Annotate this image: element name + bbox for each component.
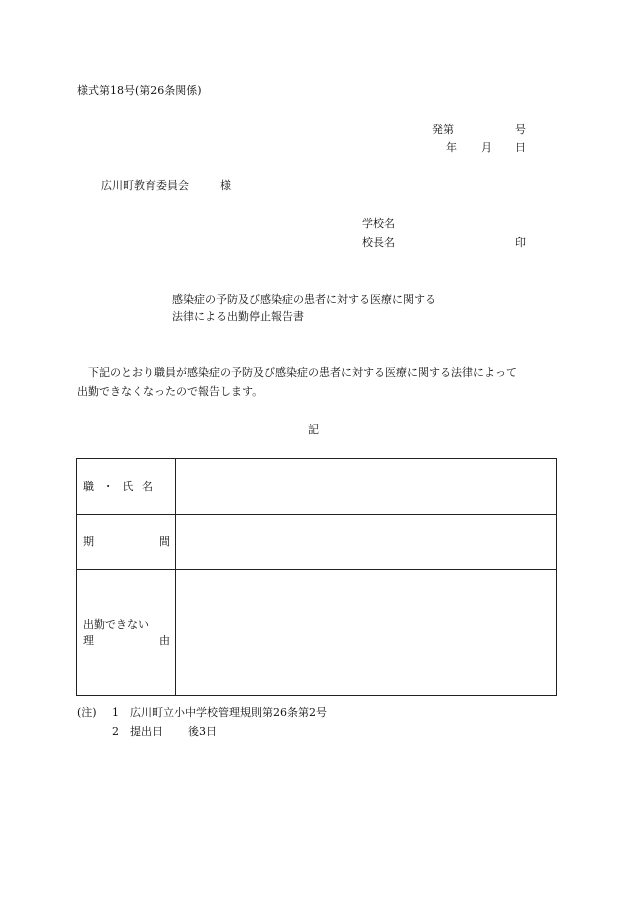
reason-label-char: 由	[159, 633, 170, 647]
period-label	[83, 534, 170, 550]
reason-label-char: 理	[83, 633, 94, 647]
period-label-cell	[77, 515, 176, 570]
reason-label-line-1: 出勤できない	[83, 617, 149, 631]
period-label-char: 期	[83, 535, 94, 548]
table-row-reason	[77, 570, 557, 696]
name-value-cell[interactable]	[176, 459, 557, 515]
note-1-text: 広川町立小中学校管理規則第26条第2号	[130, 706, 327, 719]
date-month-label: 月	[481, 141, 492, 154]
period-value-cell[interactable]	[176, 515, 557, 570]
principal-name-label: 校長名	[362, 236, 395, 249]
note-1-number: 1	[112, 706, 119, 719]
name-label-char: ・	[102, 479, 114, 493]
report-table	[76, 458, 557, 696]
date-day-label: 日	[515, 141, 526, 154]
seal-label: 印	[515, 236, 526, 249]
name-label-char: 氏	[122, 479, 134, 493]
school-name-label: 学校名	[362, 217, 395, 230]
issue-number-prefix: 発第	[432, 123, 454, 136]
document-title-line-1: 感染症の予防及び感染症の患者に対する医療に関する	[172, 293, 436, 306]
name-label-cell	[77, 459, 176, 515]
issue-number-suffix: 号	[515, 123, 526, 136]
name-label-char: 職	[83, 479, 94, 493]
document-title-line-2: 法律による出勤停止報告書	[172, 310, 304, 323]
body-text-line-1: 下記のとおり職員が感染症の予防及び感染症の患者に対する医療に関する法律によって	[88, 366, 517, 379]
note-2-number: 2	[112, 725, 119, 738]
ki-heading: 記	[308, 423, 319, 436]
period-label-char: 間	[159, 535, 170, 548]
addressee-honorific: 様	[220, 179, 231, 192]
name-label	[83, 479, 153, 495]
reason-label-cell	[77, 570, 176, 696]
table-row-name	[77, 459, 557, 515]
form-number: 様式第18号(第26条関係)	[77, 84, 202, 97]
date-year-label: 年	[446, 141, 457, 154]
reason-value-cell[interactable]	[176, 570, 557, 696]
note-2-text: 提出日	[130, 725, 163, 738]
notes-prefix: (注)	[77, 706, 97, 719]
name-label-char: 名	[141, 479, 153, 493]
note-2-value: 後3日	[188, 725, 217, 738]
table-row-period	[77, 515, 557, 570]
reason-label-line-2	[83, 633, 170, 649]
body-text-line-2: 出勤できなくなったので報告します。	[77, 385, 264, 398]
addressee-name: 広川町教育委員会	[101, 179, 189, 192]
